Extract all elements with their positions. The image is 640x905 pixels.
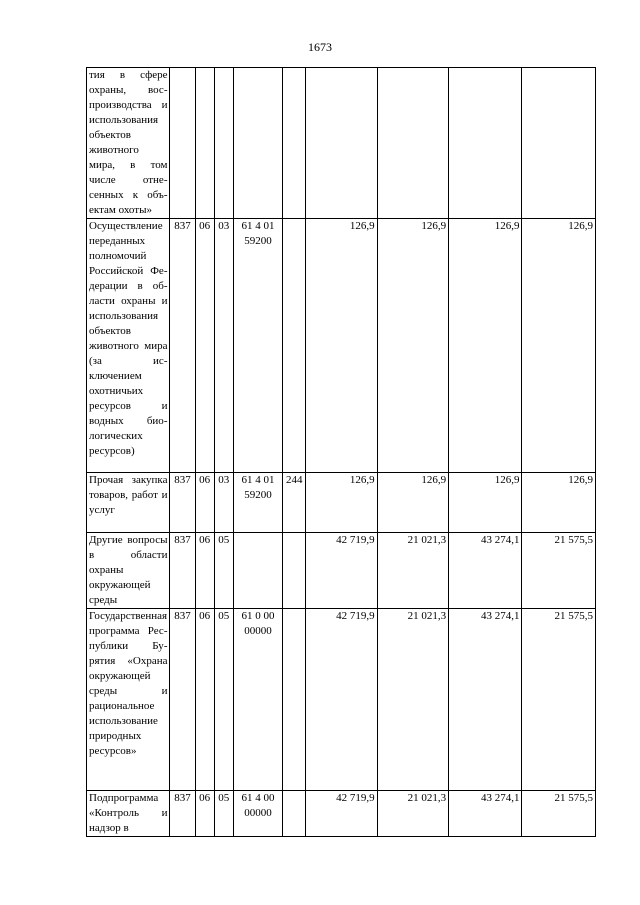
table-row [87, 533, 596, 609]
ministry-code-cell: 837 [170, 473, 195, 533]
section-code-cell: 06 [195, 609, 214, 791]
amount-cell-1: 42 719,9 [306, 609, 377, 791]
subsection-code-cell: 03 [214, 219, 233, 473]
ministry-code-cell: 837 [170, 533, 195, 609]
amount-cell-4: 21 575,5 [522, 533, 596, 609]
ministry-code-cell [170, 68, 195, 219]
subsection-code-cell: 05 [214, 791, 233, 837]
target-article-cell: 61 4 01 59200 [233, 219, 282, 473]
section-code-cell: 06 [195, 791, 214, 837]
expense-type-cell [283, 533, 306, 609]
table-row [87, 791, 596, 837]
amount-cell-2: 21 021,3 [377, 791, 448, 837]
table-row [87, 609, 596, 791]
expense-type-cell: 244 [283, 473, 306, 533]
amount-cell-1: 42 719,9 [306, 791, 377, 837]
budget-table [86, 67, 596, 837]
target-article-cell: 61 4 01 59200 [233, 473, 282, 533]
section-code-cell [195, 68, 214, 219]
amount-cell-1: 42 719,9 [306, 533, 377, 609]
expense-type-cell [283, 219, 306, 473]
ministry-code-cell: 837 [170, 219, 195, 473]
amount-cell-3 [449, 68, 522, 219]
amount-cell-4: 126,9 [522, 219, 596, 473]
row-name-cell: тия в сфере охраны, воспроизводства и использования объектов животного мира, в том числе отнесенных к объектам охоты» [87, 68, 170, 219]
page-number: 1673 [308, 40, 332, 54]
amount-cell-3: 43 274,1 [449, 609, 522, 791]
ministry-code-cell: 837 [170, 609, 195, 791]
table-row [87, 219, 596, 473]
subsection-code-cell: 05 [214, 609, 233, 791]
amount-cell-1: 126,9 [306, 473, 377, 533]
row-name-cell: Государственная программа Республики Бурятия «Охрана окружающей среды и рациональное использование природных ресурсов» [87, 609, 170, 791]
amount-cell-3: 126,9 [449, 219, 522, 473]
amount-cell-1: 126,9 [306, 219, 377, 473]
amount-cell-4: 126,9 [522, 473, 596, 533]
amount-cell-3: 43 274,1 [449, 533, 522, 609]
subsection-code-cell: 05 [214, 533, 233, 609]
amount-cell-4 [522, 68, 596, 219]
row-name-cell: Подпрограмма «Контроль и надзор в [87, 791, 170, 837]
section-code-cell: 06 [195, 219, 214, 473]
row-name-cell: Осуществление переданных полномочий Российской Федерации в области охраны и использования объектов животного мира (за исключением охотничьих ресурсов и водных биологических ресурсов) [87, 219, 170, 473]
ministry-code-cell: 837 [170, 791, 195, 837]
amount-cell-4: 21 575,5 [522, 791, 596, 837]
section-code-cell: 06 [195, 473, 214, 533]
table-row [87, 473, 596, 533]
amount-cell-2 [377, 68, 448, 219]
table-row [87, 68, 596, 219]
row-name-cell: Прочая закупка товаров, работ и услуг [87, 473, 170, 533]
amount-cell-3: 43 274,1 [449, 791, 522, 837]
target-article-cell: 61 4 00 00000 [233, 791, 282, 837]
row-name-cell: Другие вопросы в области охраны окружающей среды [87, 533, 170, 609]
amount-cell-4: 21 575,5 [522, 609, 596, 791]
amount-cell-1 [306, 68, 377, 219]
amount-cell-2: 21 021,3 [377, 609, 448, 791]
section-code-cell: 06 [195, 533, 214, 609]
amount-cell-2: 126,9 [377, 219, 448, 473]
subsection-code-cell: 03 [214, 473, 233, 533]
target-article-cell [233, 68, 282, 219]
expense-type-cell [283, 609, 306, 791]
expense-type-cell [283, 68, 306, 219]
expense-type-cell [283, 791, 306, 837]
amount-cell-3: 126,9 [449, 473, 522, 533]
target-article-cell [233, 533, 282, 609]
target-article-cell: 61 0 00 00000 [233, 609, 282, 791]
amount-cell-2: 21 021,3 [377, 533, 448, 609]
amount-cell-2: 126,9 [377, 473, 448, 533]
subsection-code-cell [214, 68, 233, 219]
